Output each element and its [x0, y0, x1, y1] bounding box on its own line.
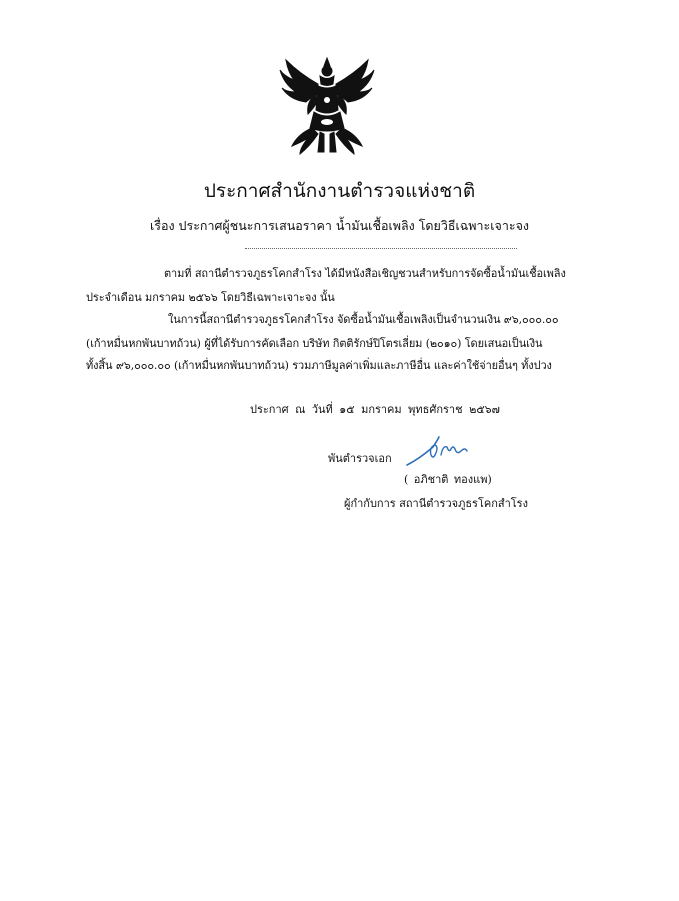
- signer-name: ( อภิชาติ ทองแพ): [404, 473, 492, 486]
- signer-rank: พันตำรวจเอก: [328, 452, 392, 465]
- body-line-1: ตามที่ สถานีตำรวจภูธรโคกสำโรง ได้มีหนังสือเชิญชวนสำหรับการจัดซื้อน้ำมันเชื้อเพลิง: [164, 267, 566, 280]
- body-line-4: (เก้าหมื่นหกพันบาทถ้วน) ผู้ที่ได้รับการคัดเลือก บริษัท กิตติรักษ์ปิโตรเลี่ยม (๒๐๑๐) โดยเสนอเป็นเงิน: [86, 337, 543, 350]
- body-line-2: ประจำเดือน มกราคม ๒๕๖๖ โดยวิธีเฉพาะเจาะจง นั้น: [86, 291, 335, 304]
- document-title: ประกาศสำนักงานตำรวจแห่งชาติ: [203, 180, 476, 202]
- body-line-3: ในการนี้สถานีตำรวจภูธรโคกสำโรง จัดซื้อน้ำมันเชื้อเพลิงเป็นจำนวนเงิน ๙๖,๐๐๐.๐๐: [168, 313, 559, 326]
- body-line-5: ทั้งสิ้น ๙๖,๐๐๐.๐๐ (เก้าหมื่นหกพันบาทถ้วน) รวมภาษีมูลค่าเพิ่มและภาษีอื่น และค่าใช้จ่ายอื่นๆ ทั้งปวง: [86, 359, 552, 372]
- document-subject: เรื่อง ประกาศผู้ชนะการเสนอราคา น้ำมันเชื้อเพลิง โดยวิธีเฉพาะเจาะจง: [149, 218, 530, 233]
- garuda-emblem-icon: [278, 54, 376, 158]
- announcement-date: ประกาศ ณ วันที่ ๑๕ มกราคม พุทธศักราช ๒๕๖๗: [250, 403, 500, 416]
- signer-position: ผู้กำกับการ สถานีตำรวจภูธรโคกสำโรง: [344, 497, 528, 510]
- dotted-divider: [245, 248, 517, 249]
- handwritten-signature-icon: [403, 433, 469, 469]
